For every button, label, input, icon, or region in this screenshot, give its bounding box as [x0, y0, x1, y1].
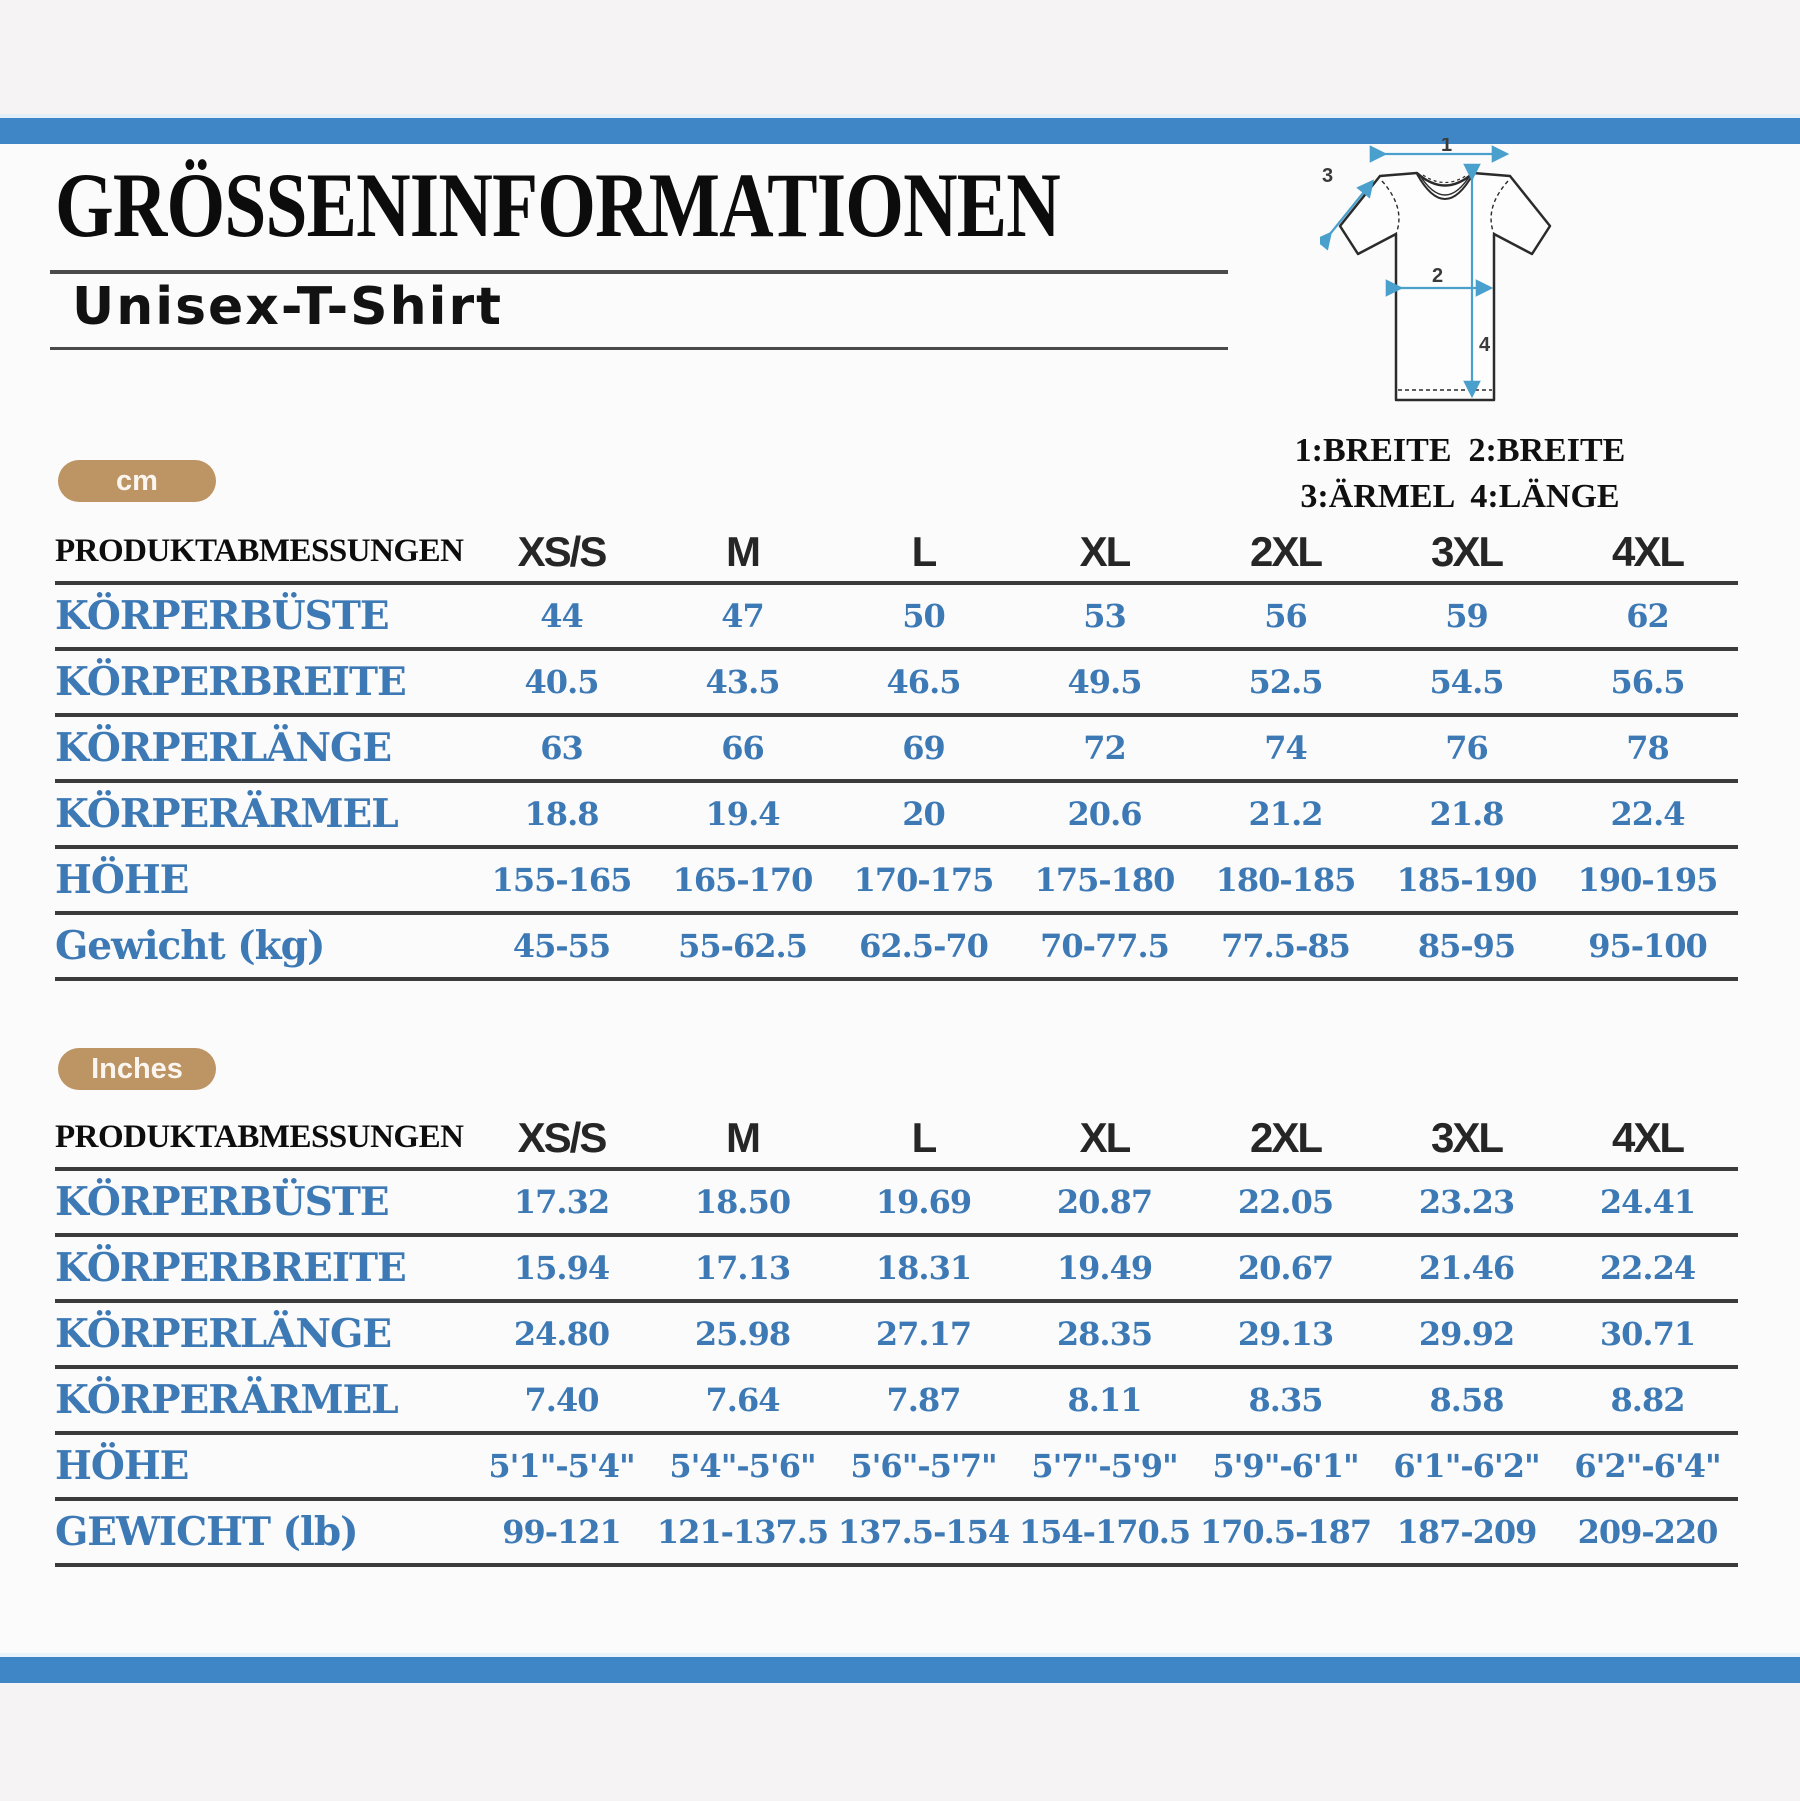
content-panel — [0, 138, 1800, 1657]
measurement-value: 62 — [1626, 597, 1669, 635]
size-column-header: XL — [1079, 1113, 1130, 1161]
measurement-value: 170-175 — [853, 861, 994, 899]
measurement-label: KÖRPERÄRMEL — [55, 791, 398, 837]
arrow-label-1: 1 — [1441, 138, 1453, 156]
table-row — [55, 717, 1738, 783]
unit-badge-cm: cm — [58, 460, 216, 502]
table-row — [55, 1435, 1738, 1501]
measurement-label: KÖRPERBREITE — [55, 659, 406, 705]
size-column-header: XS/S — [517, 527, 606, 575]
measurement-value: 6'1"-6'2" — [1393, 1447, 1540, 1485]
measurement-value: 209-220 — [1577, 1513, 1718, 1551]
measurement-value: 78 — [1626, 729, 1669, 767]
size-column-header: 3XL — [1430, 1113, 1503, 1161]
size-column-header: 3XL — [1430, 527, 1503, 575]
measurement-value: 72 — [1083, 729, 1126, 767]
measurement-value: 56 — [1264, 597, 1307, 635]
tshirt-outline — [1340, 173, 1550, 400]
measurement-value: 45-55 — [512, 927, 611, 965]
measurement-label: KÖRPERBREITE — [55, 1245, 406, 1291]
measurement-value: 7.40 — [524, 1381, 599, 1419]
size-column-header: 2XL — [1249, 527, 1322, 575]
measurement-value: 29.13 — [1237, 1315, 1334, 1353]
measurement-label: HÖHE — [55, 1443, 189, 1489]
measurement-value: 15.94 — [513, 1249, 610, 1287]
measurement-value: 121-137.5 — [656, 1513, 829, 1551]
measurement-value: 29.92 — [1418, 1315, 1515, 1353]
measurement-label: KÖRPERLÄNGE — [55, 725, 392, 771]
measurement-value: 19.69 — [875, 1183, 972, 1221]
title-divider — [50, 270, 1228, 274]
size-column-header: 4XL — [1611, 527, 1684, 575]
measurement-value: 69 — [902, 729, 945, 767]
measurement-value: 154-170.5 — [1018, 1513, 1191, 1551]
measurement-value: 20.87 — [1056, 1183, 1153, 1221]
measurement-value: 30.71 — [1599, 1315, 1696, 1353]
arrow-label-2: 2 — [1432, 265, 1444, 287]
table-row — [55, 1303, 1738, 1369]
measurement-value: 70-77.5 — [1040, 927, 1169, 965]
measurement-value: 74 — [1264, 729, 1307, 767]
bottom-accent-bar — [0, 1657, 1800, 1683]
measurement-value: 8.35 — [1248, 1381, 1323, 1419]
measurement-value: 175-180 — [1034, 861, 1175, 899]
measurement-label: KÖRPERBÜSTE — [55, 593, 389, 639]
measurement-legend — [1240, 428, 1680, 520]
measurement-label: Gewicht (kg) — [55, 923, 325, 969]
measurement-label: GEWICHT (lb) — [55, 1509, 358, 1555]
measurement-value: 5'6"-5'7" — [850, 1447, 997, 1485]
measurement-value: 5'7"-5'9" — [1031, 1447, 1178, 1485]
measurement-value: 187-209 — [1396, 1513, 1537, 1551]
measurement-value: 24.80 — [513, 1315, 610, 1353]
size-column-header: XS/S — [517, 1113, 606, 1161]
measurement-value: 20 — [902, 795, 945, 833]
measurement-value: 180-185 — [1215, 861, 1356, 899]
size-column-header: 2XL — [1249, 1113, 1322, 1161]
measurement-value: 185-190 — [1396, 861, 1537, 899]
measurement-value: 53 — [1083, 597, 1126, 635]
measurement-value: 22.05 — [1237, 1183, 1334, 1221]
measurement-value: 21.46 — [1418, 1249, 1515, 1287]
measurement-label: KÖRPERBÜSTE — [55, 1179, 389, 1225]
table-row — [55, 783, 1738, 849]
table-row — [55, 1171, 1738, 1237]
subtitle-divider — [50, 347, 1228, 350]
tshirt-measurement-diagram — [1320, 138, 1570, 428]
measurement-value: 46.5 — [886, 663, 961, 701]
table-row — [55, 849, 1738, 915]
measurement-value: 21.2 — [1248, 795, 1323, 833]
legend-line-2: 3:ÄRMEL 4:LÄNGE — [1300, 477, 1620, 515]
measurement-value: 137.5-154 — [837, 1513, 1010, 1551]
measurement-value: 8.58 — [1429, 1381, 1504, 1419]
measurement-value: 99-121 — [502, 1513, 621, 1551]
measurement-value: 52.5 — [1248, 663, 1323, 701]
measurement-value: 17.32 — [513, 1183, 610, 1221]
measurement-value: 44 — [540, 597, 583, 635]
measurement-value: 190-195 — [1577, 861, 1718, 899]
measurement-value: 165-170 — [672, 861, 813, 899]
measurement-value: 20.6 — [1067, 795, 1142, 833]
measurement-value: 8.82 — [1610, 1381, 1685, 1419]
table-row — [55, 1237, 1738, 1303]
measurement-value: 23.23 — [1418, 1183, 1515, 1221]
cm-size-table — [55, 522, 1738, 981]
measurement-value: 18.50 — [694, 1183, 791, 1221]
measurement-value: 19.49 — [1056, 1249, 1153, 1287]
measurement-value: 85-95 — [1417, 927, 1516, 965]
measurement-label: KÖRPERLÄNGE — [55, 1311, 392, 1357]
measurement-value: 155-165 — [491, 861, 632, 899]
table-row — [55, 915, 1738, 981]
measurement-value: 50 — [902, 597, 945, 635]
measurement-value: 76 — [1445, 729, 1488, 767]
measurement-value: 95-100 — [1588, 927, 1707, 965]
measurement-value: 24.41 — [1599, 1183, 1696, 1221]
measurement-value: 8.11 — [1067, 1381, 1142, 1419]
size-column-header: L — [911, 527, 936, 575]
measurement-value: 5'4"-5'6" — [669, 1447, 816, 1485]
measurement-value: 6'2"-6'4" — [1574, 1447, 1721, 1485]
measurement-value: 7.87 — [886, 1381, 961, 1419]
table-header-label: PRODUKTABMESSUNGEN — [55, 1119, 464, 1155]
measurement-value: 18.31 — [875, 1249, 972, 1287]
measurement-value: 28.35 — [1056, 1315, 1153, 1353]
measurement-value: 22.4 — [1610, 795, 1685, 833]
measurement-value: 55-62.5 — [678, 927, 807, 965]
inches-size-table — [55, 1108, 1738, 1567]
measurement-label: HÖHE — [55, 857, 189, 903]
measurement-value: 43.5 — [705, 663, 780, 701]
table-header-row — [55, 1108, 1738, 1171]
measurement-value: 49.5 — [1067, 663, 1142, 701]
measurement-value: 56.5 — [1610, 663, 1685, 701]
measurement-value: 59 — [1445, 597, 1488, 635]
size-column-header: M — [726, 1113, 759, 1161]
measurement-value: 20.67 — [1237, 1249, 1334, 1287]
measurement-value: 63 — [540, 729, 583, 767]
table-row — [55, 651, 1738, 717]
unit-badge-inches: Inches — [58, 1048, 216, 1090]
measurement-value: 47 — [721, 597, 764, 635]
measurement-value: 18.8 — [524, 795, 599, 833]
measurement-value: 77.5-85 — [1221, 927, 1350, 965]
measurement-value: 54.5 — [1429, 663, 1504, 701]
measurement-value: 5'9"-6'1" — [1212, 1447, 1359, 1485]
measurement-value: 7.64 — [705, 1381, 780, 1419]
size-column-header: M — [726, 527, 759, 575]
table-row — [55, 1501, 1738, 1567]
table-header-row — [55, 522, 1738, 585]
measurement-value: 22.24 — [1599, 1249, 1696, 1287]
size-column-header: XL — [1079, 527, 1130, 575]
measurement-value: 40.5 — [524, 663, 599, 701]
legend-line-1: 1:BREITE 2:BREITE — [1294, 432, 1626, 469]
measurement-value: 21.8 — [1429, 795, 1504, 833]
size-column-header: L — [911, 1113, 936, 1161]
measurement-label: KÖRPERÄRMEL — [55, 1377, 398, 1423]
arrow-label-3: 3 — [1322, 165, 1334, 187]
measurement-value: 17.13 — [694, 1249, 791, 1287]
table-row — [55, 1369, 1738, 1435]
arrow-label-4: 4 — [1479, 334, 1491, 356]
size-column-header: 4XL — [1611, 1113, 1684, 1161]
measurement-value: 25.98 — [694, 1315, 791, 1353]
product-subtitle: Unisex-T-Shirt — [72, 277, 503, 337]
measurement-value: 170.5-187 — [1199, 1513, 1372, 1551]
measurement-value: 62.5-70 — [859, 927, 988, 965]
measurement-value: 5'1"-5'4" — [488, 1447, 635, 1485]
measurement-value: 19.4 — [705, 795, 780, 833]
measurement-value: 66 — [721, 729, 764, 767]
measurement-value: 27.17 — [875, 1315, 972, 1353]
table-row — [55, 585, 1738, 651]
table-header-label: PRODUKTABMESSUNGEN — [55, 533, 464, 569]
page-title: GRÖSSENINFORMATIONEN — [55, 154, 1060, 256]
